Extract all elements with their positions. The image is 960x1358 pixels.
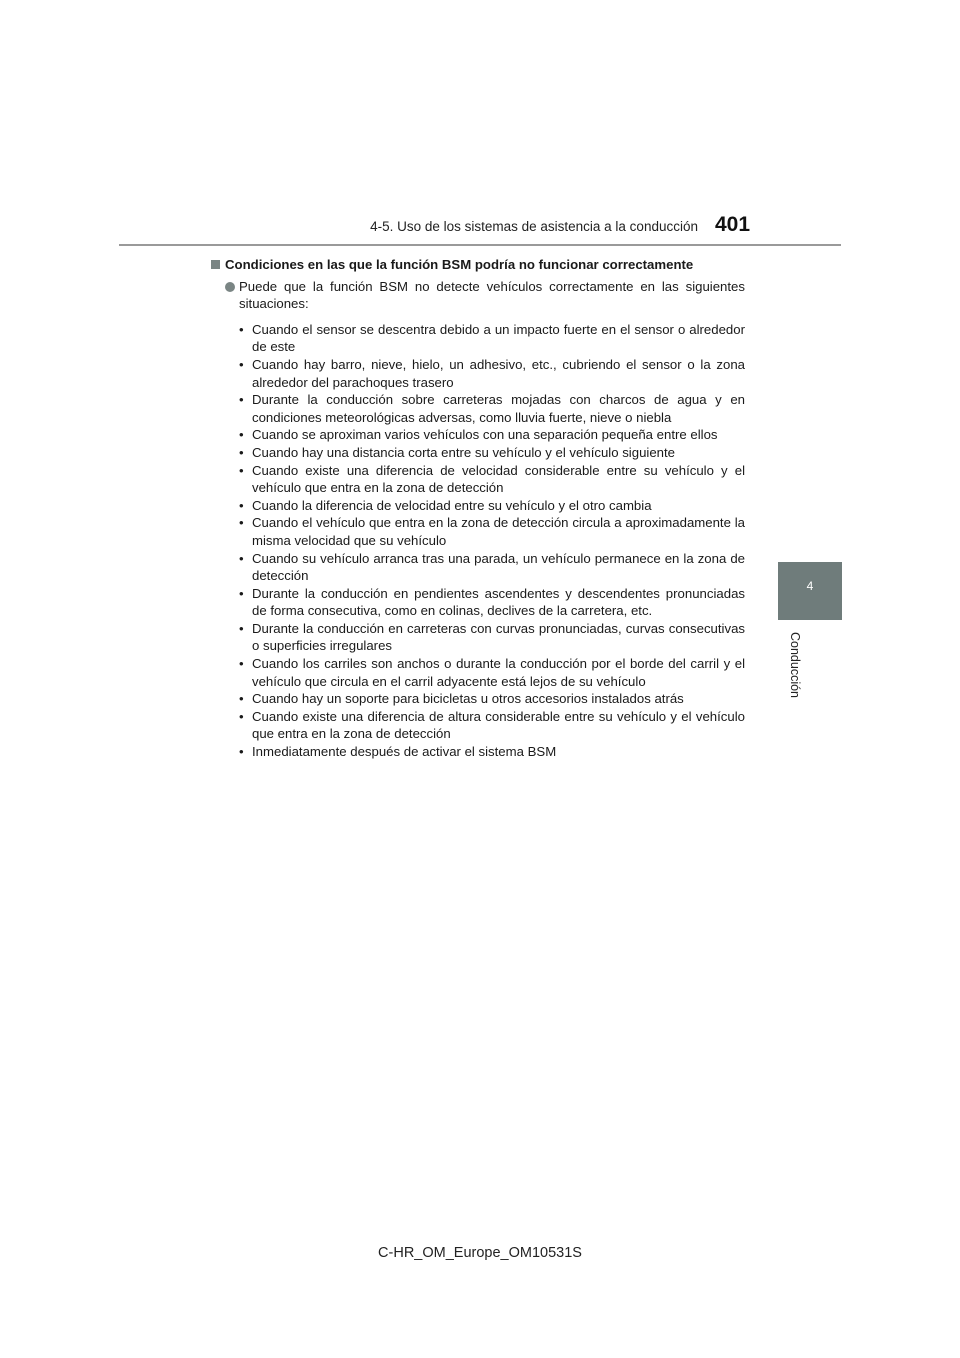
section-heading-text: Condiciones en las que la función BSM podría no funcionar correctamente — [225, 257, 694, 272]
bullet-dot-icon: • — [239, 444, 244, 460]
list-item-text: Cuando el sensor se descentra debido a un impacto fuerte en el sensor o alrededor de este — [252, 321, 745, 355]
list-item — [211, 444, 745, 462]
bullet-dot-icon: • — [239, 392, 244, 408]
square-bullet-icon — [211, 260, 220, 269]
main-content — [211, 256, 745, 761]
intro-text: Puede que la función BSM no detecte vehículos correctamente en las siguientes situaciones: — [239, 278, 745, 312]
list-item-text: Durante la conducción en carreteras con curvas pronunciadas, curvas consecutivas o superficies irregulares — [252, 620, 745, 654]
chapter-tab — [778, 562, 842, 620]
bullet-dot-icon: • — [239, 691, 244, 707]
chapter-label — [785, 630, 805, 700]
bullet-dot-icon: • — [239, 550, 244, 566]
section-heading — [211, 256, 745, 274]
bullet-dot-icon: • — [239, 462, 244, 478]
bullet-dot-icon: • — [239, 708, 244, 724]
list-item-text: Inmediatamente después de activar el sistema BSM — [252, 744, 557, 760]
bullet-dot-icon: • — [239, 656, 244, 672]
list-item-text: Cuando existe una diferencia de velocidad considerable entre su vehículo y el vehículo que entra en la zona de detección — [252, 462, 745, 496]
list-item — [211, 585, 745, 620]
list-item — [211, 462, 745, 497]
list-item — [211, 743, 745, 761]
conditions-list — [211, 321, 745, 761]
list-item-text: Cuando el vehículo que entra en la zona de detección circula a aproximadamente la misma velocidad que su vehículo — [252, 515, 745, 548]
list-item-text: Cuando la diferencia de velocidad entre su vehículo y el otro cambia — [252, 497, 652, 513]
list-item — [211, 690, 745, 708]
list-item-text: Cuando hay un soporte para bicicletas u otros accesorios instalados atrás — [252, 691, 684, 707]
bullet-dot-icon: • — [239, 497, 244, 513]
bullet-dot-icon: • — [239, 620, 244, 636]
list-item — [211, 426, 745, 444]
bullet-dot-icon: • — [239, 744, 244, 760]
intro-paragraph — [211, 278, 745, 313]
list-item — [211, 391, 745, 426]
list-item — [211, 655, 745, 690]
bullet-dot-icon: • — [239, 585, 244, 601]
bullet-dot-icon: • — [239, 515, 244, 531]
list-item — [211, 514, 745, 549]
list-item-text: Durante la conducción sobre carreteras mojadas con charcos de agua y en condiciones meteorológicas adversas, como lluvia fuerte, nieve o niebla — [252, 392, 745, 425]
list-item-text: Cuando su vehículo arranca tras una parada, un vehículo permanece en la zona de detección — [252, 550, 745, 584]
list-item-text: Cuando hay una distancia corta entre su vehículo y el vehículo siguiente — [252, 444, 675, 460]
bullet-dot-icon: • — [239, 356, 244, 372]
list-item-text: Cuando los carriles son anchos o durante la conducción por el borde del carril y el vehículo que circula en el carril adyacente está lejos de su vehículo — [252, 656, 745, 689]
circle-bullet-icon — [225, 282, 235, 292]
header-divider — [119, 244, 841, 246]
document-code: C-HR_OM_Europe_OM10531S — [378, 1245, 582, 1261]
list-item — [211, 550, 745, 585]
page-number: 401 — [715, 213, 751, 236]
list-item-text: Cuando hay barro, nieve, hielo, un adhesivo, etc., cubriendo el sensor o la zona alrededor del parachoques trasero — [252, 356, 745, 390]
bullet-dot-icon: • — [239, 427, 244, 443]
list-item — [211, 356, 745, 391]
header-section-title: 4-5. Uso de los sistemas de asistencia a la conducción — [370, 219, 698, 234]
list-item-text: Cuando existe una diferencia de altura considerable entre su vehículo y el vehículo que entra en la zona de detección — [252, 708, 745, 742]
chapter-label-text: Conducción — [788, 631, 802, 699]
bullet-dot-icon: • — [239, 321, 244, 337]
list-item-text: Durante la conducción en pendientes ascendentes y descendentes pronunciadas de forma consecutiva, como en colinas, declives de la carretera, etc. — [252, 585, 745, 619]
list-item — [211, 620, 745, 655]
list-item-text: Cuando se aproximan varios vehículos con una separación pequeña entre ellos — [252, 427, 718, 443]
chapter-tab-number: 4 — [806, 579, 814, 593]
list-item — [211, 708, 745, 743]
list-item — [211, 497, 745, 515]
list-item — [211, 321, 745, 356]
